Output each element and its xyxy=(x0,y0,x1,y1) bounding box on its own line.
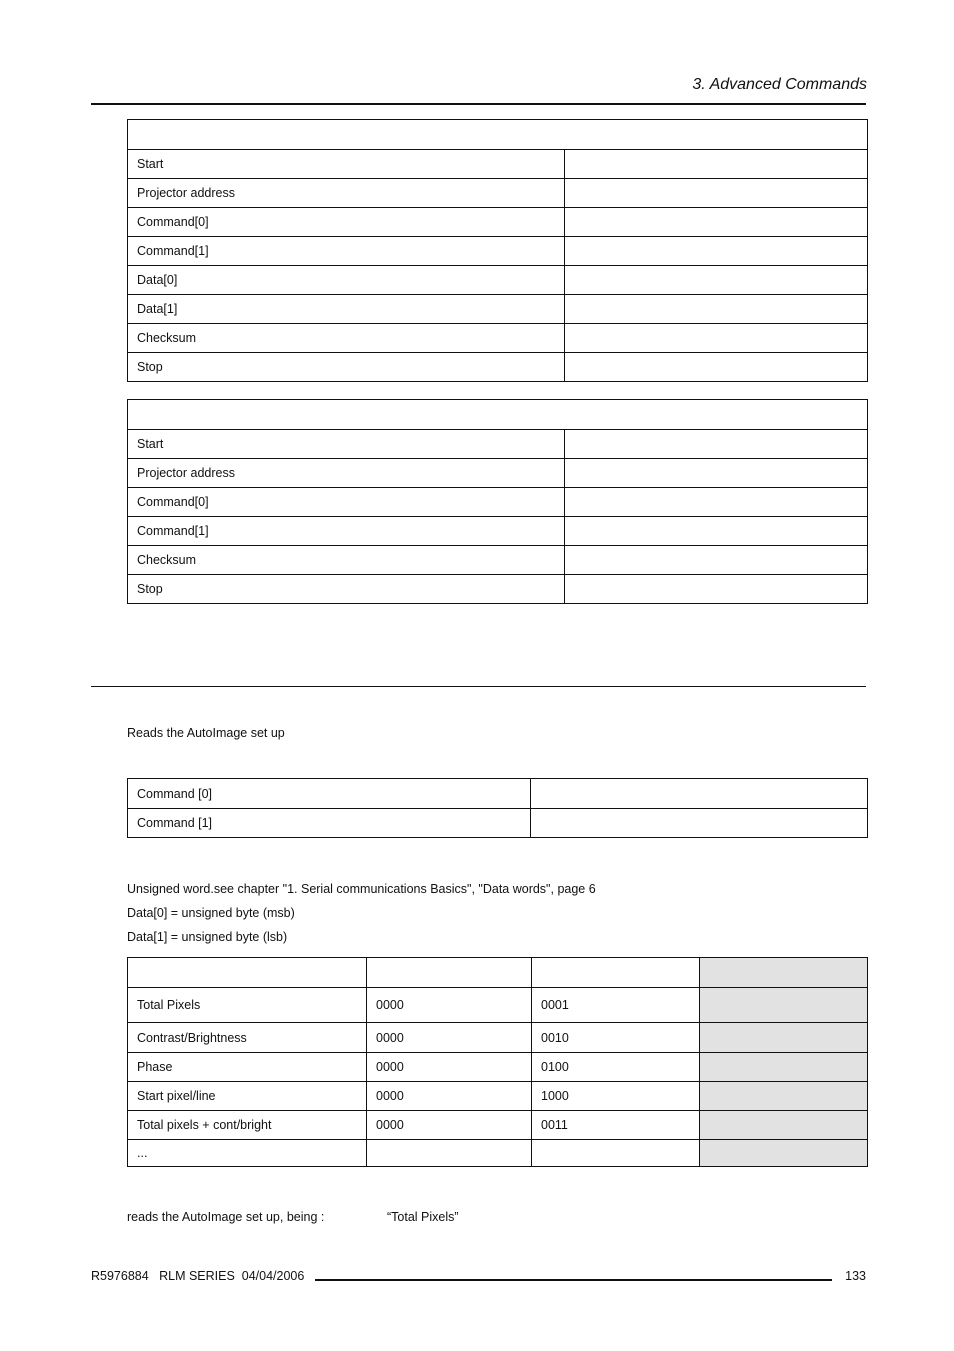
table-title-row xyxy=(128,120,868,150)
row-label: Start xyxy=(128,430,565,459)
cell-lsb: 0100 xyxy=(532,1053,700,1082)
data-note: Data[0] = unsigned byte (msb) xyxy=(127,906,295,920)
cell-lsb: 0001 xyxy=(532,988,700,1023)
description-text: Reads the AutoImage set up xyxy=(127,726,285,740)
command-table-2 xyxy=(127,399,868,604)
cell-name: Start pixel/line xyxy=(128,1082,367,1111)
command-table-3 xyxy=(127,778,868,838)
footer-rule xyxy=(315,1279,832,1281)
footer-reference: R5976884 RLM SERIES 04/04/2006 xyxy=(91,1269,305,1283)
table-row xyxy=(128,1111,868,1140)
example-value: “Total Pixels” xyxy=(387,1210,459,1224)
table-title-row xyxy=(128,400,868,430)
row-label: Command[0] xyxy=(128,208,565,237)
table-row xyxy=(128,488,868,517)
table-row xyxy=(128,988,868,1023)
row-label: Stop xyxy=(128,353,565,382)
table-row xyxy=(128,1053,868,1082)
row-label: Stop xyxy=(128,575,565,604)
table-row xyxy=(128,179,868,208)
row-label: Data[0] xyxy=(128,266,565,295)
table-row xyxy=(128,237,868,266)
cell-msb: 0000 xyxy=(367,1082,532,1111)
cell-lsb xyxy=(532,1140,700,1167)
row-label: Projector address xyxy=(128,179,565,208)
table-row xyxy=(128,266,868,295)
cell-name: Total Pixels xyxy=(128,988,367,1023)
table-row xyxy=(128,1140,868,1167)
chapter-title: 3. Advanced Commands xyxy=(692,76,867,93)
table-row xyxy=(128,1023,868,1053)
command-table-1 xyxy=(127,119,868,382)
table-row xyxy=(128,546,868,575)
row-label: Start xyxy=(128,150,565,179)
table-row xyxy=(128,809,868,838)
row-label: Projector address xyxy=(128,459,565,488)
table-row xyxy=(128,575,868,604)
row-label: Command [0] xyxy=(128,779,531,809)
row-label: Checksum xyxy=(128,324,565,353)
table-row xyxy=(128,353,868,382)
cell-msb: 0000 xyxy=(367,988,532,1023)
table-row xyxy=(128,459,868,488)
cell-name: Phase xyxy=(128,1053,367,1082)
table-row xyxy=(128,517,868,546)
cell-msb: 0000 xyxy=(367,1023,532,1053)
row-label: Command[0] xyxy=(128,488,565,517)
cell-lsb: 0011 xyxy=(532,1111,700,1140)
row-label: Command[1] xyxy=(128,517,565,546)
cell-name: ... xyxy=(128,1140,367,1167)
table-row xyxy=(128,324,868,353)
cell-name: Contrast/Brightness xyxy=(128,1023,367,1053)
cell-lsb: 1000 xyxy=(532,1082,700,1111)
table-header-row xyxy=(128,958,868,988)
section-rule xyxy=(91,686,866,687)
header-rule xyxy=(91,103,866,105)
table-row xyxy=(128,150,868,179)
cell-msb: 0000 xyxy=(367,1053,532,1082)
page-number: 133 xyxy=(845,1269,866,1283)
cell-msb: 0000 xyxy=(367,1111,532,1140)
row-label: Command[1] xyxy=(128,237,565,266)
data-note: Unsigned word.see chapter "1. Serial communications Basics", "Data words", page 6 xyxy=(127,882,596,896)
table-row xyxy=(128,1082,868,1111)
table-row xyxy=(128,430,868,459)
table-row xyxy=(128,779,868,809)
cell-name: Total pixels + cont/bright xyxy=(128,1111,367,1140)
row-label: Data[1] xyxy=(128,295,565,324)
table-row xyxy=(128,295,868,324)
autoimage-table xyxy=(127,957,868,1167)
cell-lsb: 0010 xyxy=(532,1023,700,1053)
table-row xyxy=(128,208,868,237)
row-label: Command [1] xyxy=(128,809,531,838)
data-note: Data[1] = unsigned byte (lsb) xyxy=(127,930,288,944)
row-label: Checksum xyxy=(128,546,565,575)
example-text: reads the AutoImage set up, being : xyxy=(127,1210,325,1224)
cell-msb xyxy=(367,1140,532,1167)
